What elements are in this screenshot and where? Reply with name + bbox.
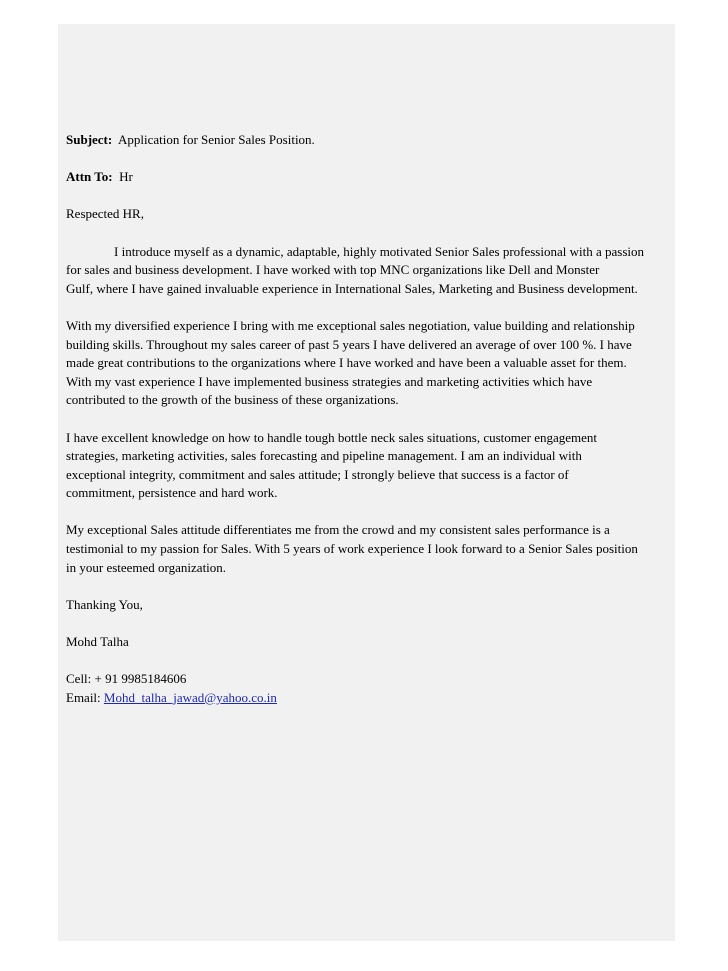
paragraph-3-line-3: exceptional integrity, commitment and sales attitude; I strongly believe that success is a factor of <box>66 466 569 482</box>
paragraph-1-line-1: I introduce myself as a dynamic, adaptable, highly motivated Senior Sales professional with a passion <box>114 243 644 259</box>
attn-value: Hr <box>119 169 133 185</box>
paragraph-2-line-1: With my diversified experience I bring with me exceptional sales negotiation, value building and relationship <box>66 317 635 333</box>
paragraph-3-line-1: I have excellent knowledge on how to handle tough bottle neck sales situations, customer engagement <box>66 429 598 445</box>
paragraph-1-line-2: for sales and business development. I have worked with top MNC organizations like Dell and Monster <box>66 262 600 278</box>
paragraph-4-line-1: My exceptional Sales attitude differentiates me from the crowd and my consistent sales performance is a <box>66 522 610 538</box>
signature-name: Mohd Talha <box>66 634 129 650</box>
paragraph-2-line-4: With my vast experience I have implemented business strategies and marketing activities which have <box>66 373 593 389</box>
attn-line <box>66 168 666 187</box>
attn-label: Attn To: <box>66 169 113 185</box>
paragraph-3-line-2: strategies, marketing activities, sales forecasting and pipeline management. I am an individual with <box>66 448 582 464</box>
cell-phone: Cell: + 91 9985184606 <box>66 671 187 687</box>
paragraph-2-line-3: made great contributions to the organizations where I have worked and have been a valuable asset for them. <box>66 355 627 371</box>
email-link[interactable]: Mohd_talha_jawad@yahoo.co.in <box>103 689 277 705</box>
letter-body <box>66 131 666 707</box>
paragraph-3-line-4: commitment, persistence and hard work. <box>66 485 278 501</box>
subject-label: Subject: <box>66 132 113 147</box>
email-label: Email: <box>66 689 101 705</box>
email-line <box>66 689 666 708</box>
subject-line <box>66 131 666 150</box>
subject-value: Application for Senior Sales Position. <box>118 132 315 147</box>
salutation: Respected HR, <box>66 206 144 222</box>
paragraph-2-line-2: building skills. Throughout my sales career of past 5 years I have delivered an average of over 100 %. I have <box>66 336 632 352</box>
paragraph-4-line-3: in your esteemed organization. <box>66 559 227 575</box>
closing: Thanking You, <box>66 596 143 612</box>
paragraph-1-line-3: Gulf, where I have gained invaluable experience in International Sales, Marketing and Business development. <box>66 280 638 296</box>
paragraph-2-line-5: contributed to the growth of the business of these organizations. <box>66 392 399 408</box>
paragraph-4-line-2: testimonial to my passion for Sales. With 5 years of work experience I look forward to a Senior Sales position <box>66 541 638 557</box>
